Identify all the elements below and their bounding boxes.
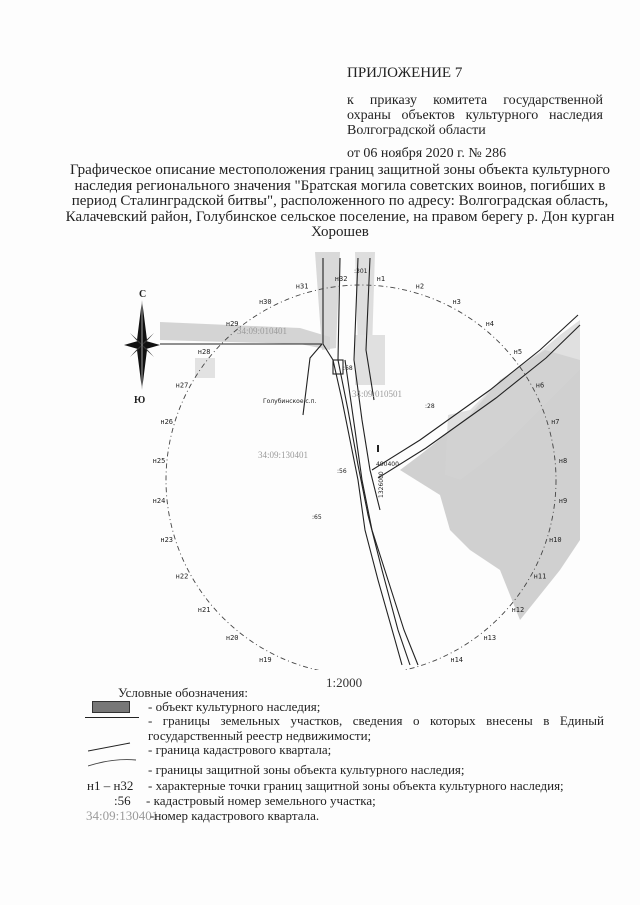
zone-point-label: н20 bbox=[225, 633, 239, 642]
appendix-title: ПРИЛОЖЕНИЕ 7 bbox=[347, 65, 463, 81]
quarter-label: 34:09:010401 bbox=[237, 326, 288, 336]
legend-cad-key: :56 bbox=[114, 793, 131, 808]
map-scale: 1:2000 bbox=[326, 675, 363, 690]
legend-parcel-text: - границы земельных участков, сведения о которых внесены в Единый государственный реестр недвижимости; bbox=[148, 713, 604, 743]
zone-point-label: н11 bbox=[533, 572, 547, 581]
coord-x-label: 490400 bbox=[376, 461, 399, 468]
legend-cad-text: - кадастровый номер земельного участка; bbox=[146, 793, 376, 808]
parcel-number: :68 bbox=[343, 365, 353, 372]
parcel-number: :301 bbox=[354, 268, 368, 275]
zone-point-label: н23 bbox=[160, 535, 174, 544]
legend-title: Условные обозначения: bbox=[118, 685, 249, 700]
legend-heritage-swatch bbox=[92, 701, 130, 713]
zone-point-label: н25 bbox=[152, 457, 166, 466]
zone-point-label: н10 bbox=[548, 535, 562, 544]
zone-point-label: н24 bbox=[152, 496, 166, 505]
zone-point-label: н26 bbox=[160, 418, 174, 427]
compass-north: С bbox=[139, 289, 147, 300]
zone-point-label: н22 bbox=[175, 572, 189, 581]
zone-point-label: н30 bbox=[258, 298, 272, 306]
zone-point-label: н3 bbox=[452, 298, 461, 306]
document-title: Графическое описание местоположения границ защитной зоны объекта культурного наследия регионального значения "Братская могила советских воинов, погибших в период Сталинградской битвы", расположенного по адресу: Волгоградская область, Калачевский район, Голубинское сельское поселение, на правом берегу р. Дон курган Хорошев bbox=[65, 162, 615, 240]
legend-points-key: н1 – н32 bbox=[87, 778, 134, 793]
zone-point-label: н31 bbox=[295, 282, 309, 291]
compass-south: Ю bbox=[134, 395, 146, 406]
legend-parcel-line bbox=[85, 717, 139, 718]
zone-point-label: н9 bbox=[558, 496, 568, 505]
zone-point-label: н14 bbox=[450, 656, 464, 664]
legend-quarter-line bbox=[88, 742, 132, 752]
zone-point-label: н2 bbox=[415, 282, 425, 291]
zone-point-label: н27 bbox=[175, 381, 189, 390]
settlement-label: Голубинское с.п. bbox=[263, 398, 317, 405]
zone-point-label: н5 bbox=[513, 348, 523, 357]
zone-point-label: н6 bbox=[535, 381, 545, 390]
order-date: от 06 ноября 2020 г. № 286 bbox=[347, 146, 507, 161]
legend-quarter-text: - граница кадастрового квартала; bbox=[148, 742, 332, 757]
legend-heritage-text: - объект культурного наследия; bbox=[148, 699, 321, 714]
zone-point-label: н12 bbox=[511, 605, 525, 614]
coord-y-label: 1326000 bbox=[378, 471, 385, 498]
protection-zone-map bbox=[0, 240, 640, 670]
legend-points-text: - характерные точки границ защитной зоны объекта культурного наследия; bbox=[148, 778, 564, 793]
parcel-number: :56 bbox=[337, 468, 347, 475]
legend-quarter-num-key: 34:09:130401 bbox=[86, 808, 159, 823]
compass-rose-icon bbox=[124, 289, 160, 406]
zone-point-label: н21 bbox=[197, 605, 211, 614]
legend-zone-line bbox=[88, 758, 138, 768]
shaded-areas bbox=[160, 252, 580, 620]
quarter-label: 34:09:010501 bbox=[352, 389, 403, 399]
order-reference: к приказу комитета государственной охраны объектов культурного наследия Волгоградской области bbox=[347, 93, 603, 138]
zone-point-label: н32 bbox=[334, 275, 348, 283]
zone-point-label: н8 bbox=[558, 457, 568, 466]
parcel-number: :65 bbox=[312, 514, 322, 521]
legend-zone-text: - границы защитной зоны объекта культурного наследия; bbox=[148, 762, 465, 777]
zone-point-label: н19 bbox=[258, 656, 272, 664]
zone-point-label: н1 bbox=[376, 275, 386, 283]
zone-point-label: н29 bbox=[225, 320, 239, 329]
zone-point-label: н13 bbox=[483, 633, 497, 642]
zone-point-label: н4 bbox=[485, 320, 495, 329]
zone-point-label: н7 bbox=[551, 418, 560, 427]
zone-point-label: н28 bbox=[197, 348, 211, 357]
legend-quarter-num-text: -номер кадастрового квартала. bbox=[150, 808, 320, 823]
parcel-number: :28 bbox=[425, 403, 435, 410]
quarter-label: 34:09:130401 bbox=[258, 450, 309, 460]
